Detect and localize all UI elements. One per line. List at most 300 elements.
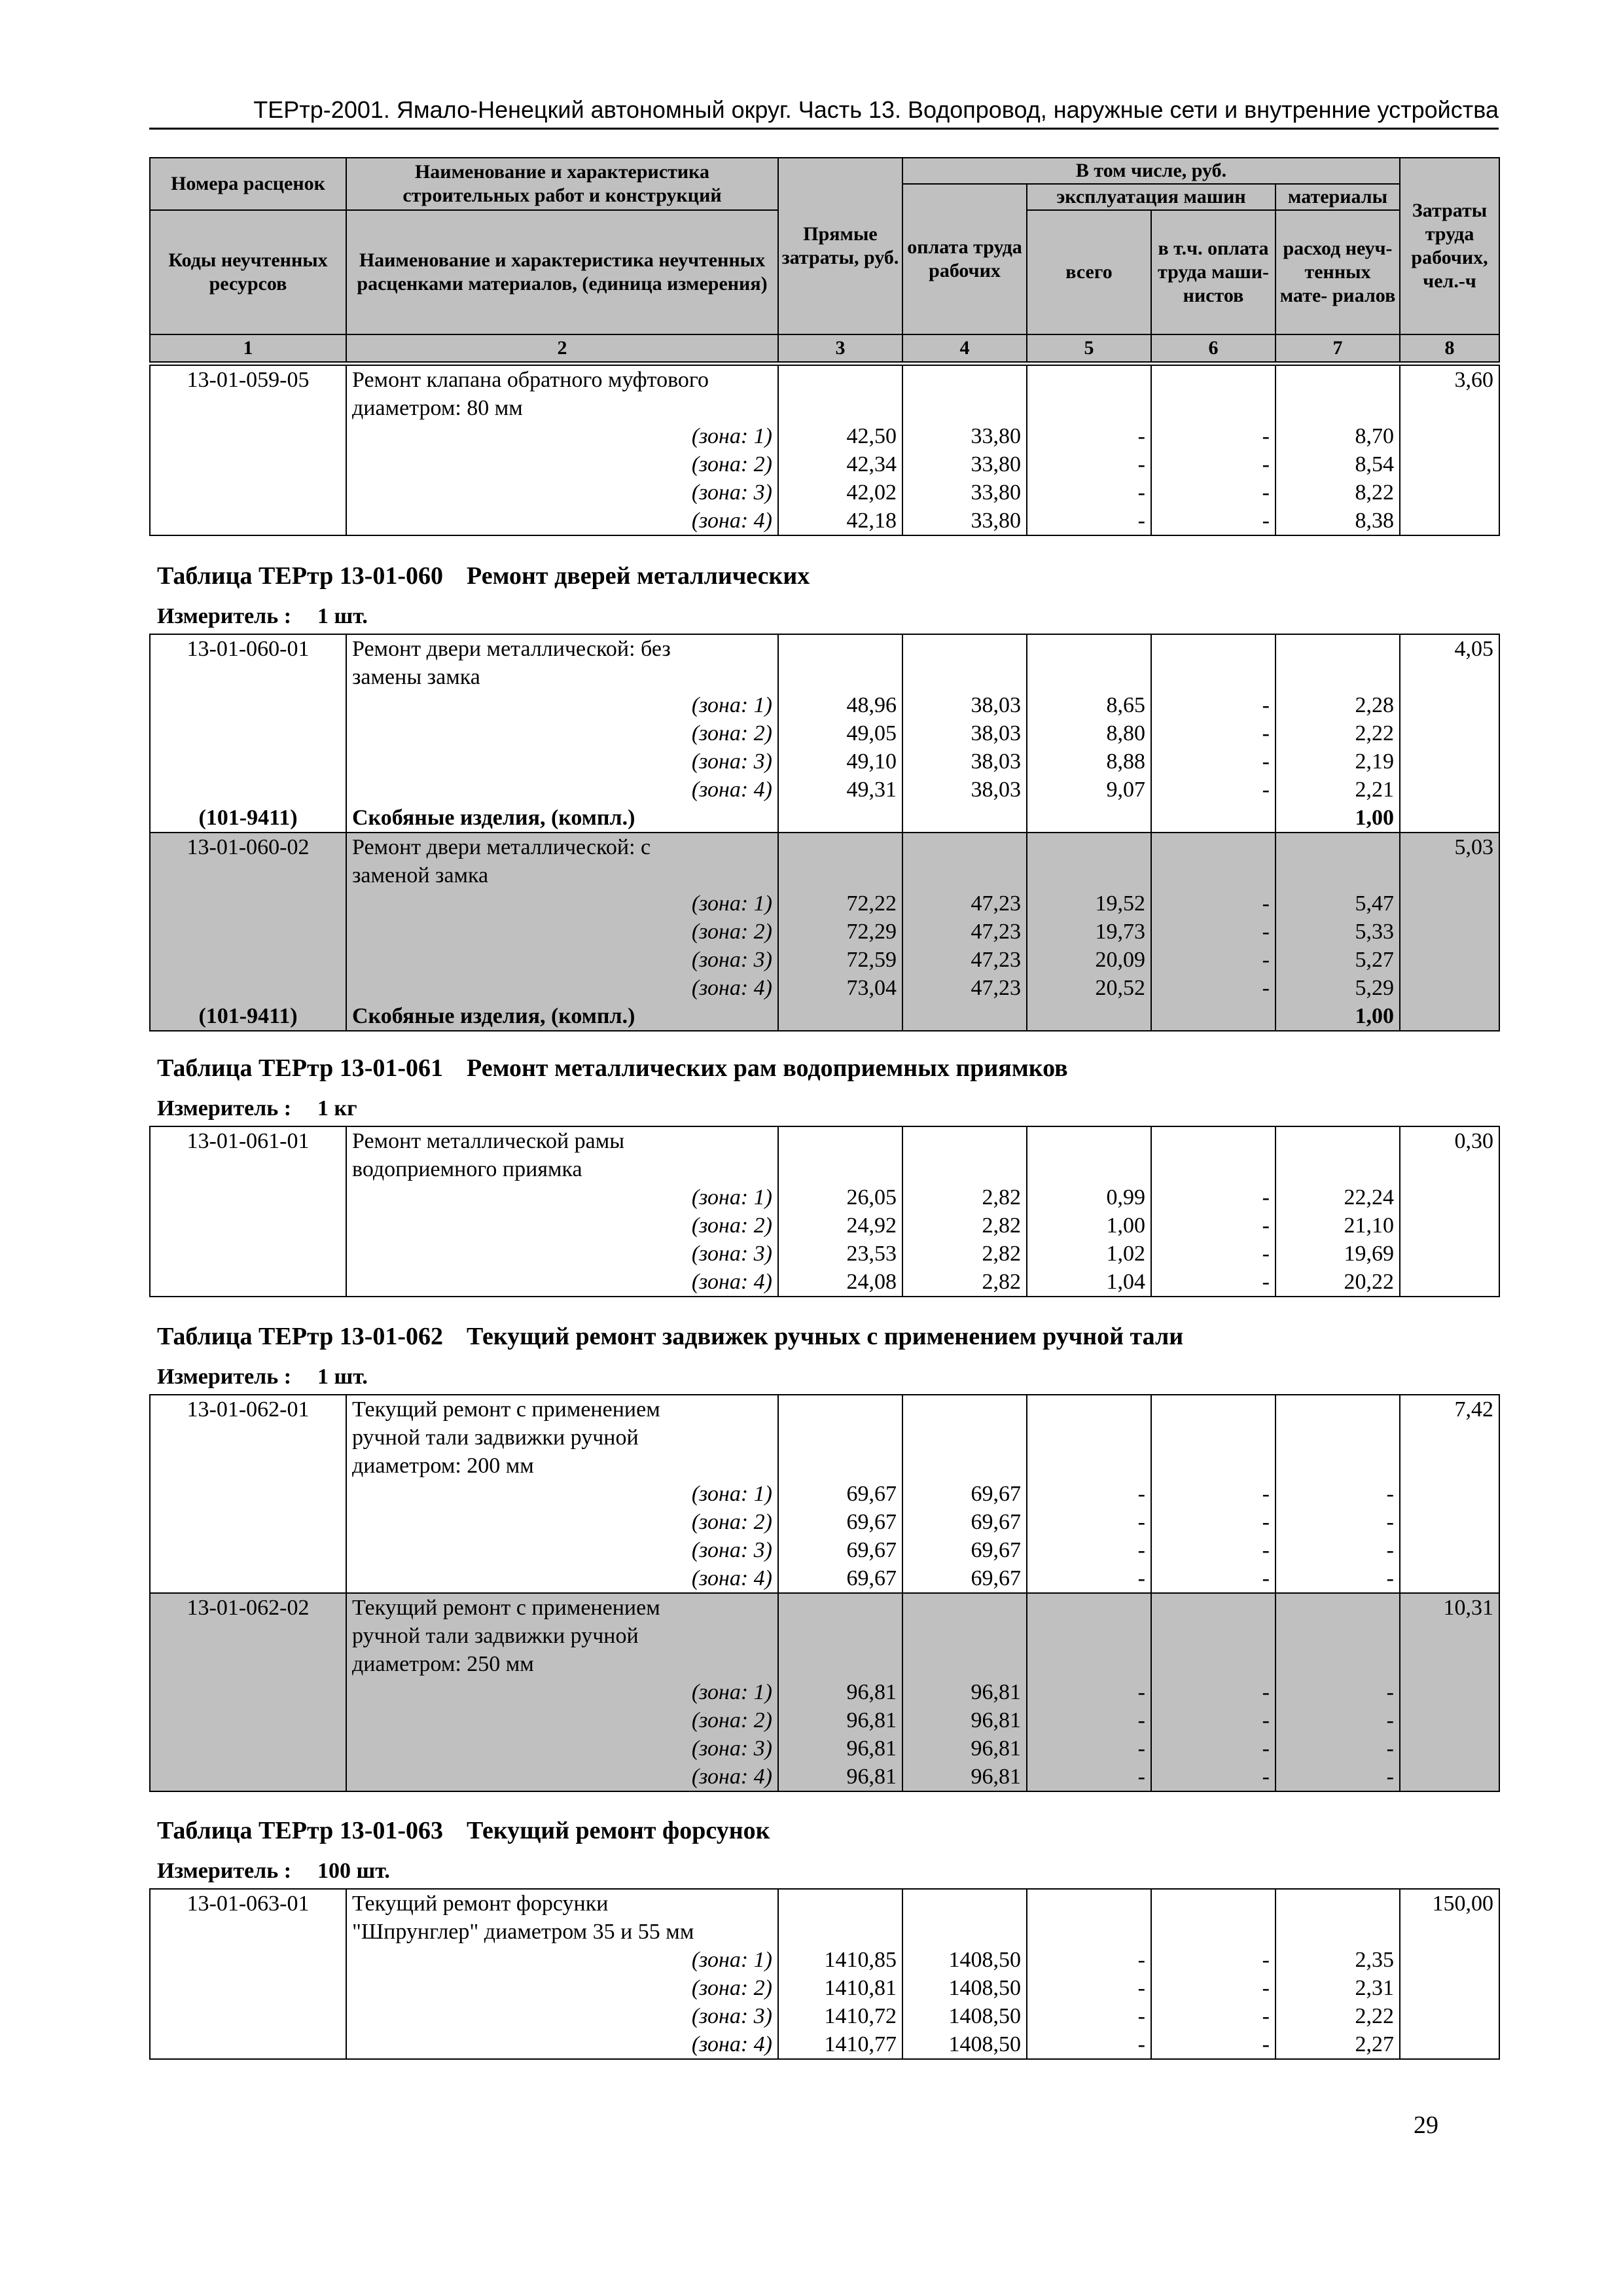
machine-cost: 20,09 [1027, 946, 1151, 974]
zone-label: (зона: 1) [346, 1946, 778, 1974]
worker-pay: 69,67 [902, 1480, 1027, 1508]
zone-label: (зона: 2) [346, 1706, 778, 1734]
table-title: Текущий ремонт форсунок [467, 1817, 770, 1844]
col-mach-pay-header: в т.ч. оплата труда маши- нистов [1151, 210, 1275, 334]
machinist-pay: - [1151, 2030, 1275, 2059]
machinist-pay: - [1151, 1974, 1275, 2002]
measure-label: Измеритель : [157, 1096, 292, 1121]
table-row [150, 1593, 1499, 1622]
zone-label: (зона: 3) [346, 1240, 778, 1268]
worker-pay: 1408,50 [902, 2002, 1027, 2030]
machinist-pay: - [1151, 1763, 1275, 1791]
zone-label: (зона: 1) [346, 422, 778, 450]
worker-pay: 69,67 [902, 1536, 1027, 1564]
direct-cost: 1410,72 [778, 2002, 902, 2030]
machinist-pay: - [1151, 946, 1275, 974]
table-title: Ремонт металлических рам водоприемных приямков [467, 1054, 1068, 1082]
materials-cost: 2,35 [1275, 1946, 1400, 1974]
zone-row [150, 691, 1499, 719]
zone-row [150, 478, 1499, 507]
machinist-pay: - [1151, 1508, 1275, 1536]
zone-row [150, 1946, 1499, 1974]
zone-row [150, 1564, 1499, 1593]
rate-name-cont: "Шпрунглер" диаметром 35 и 55 мм [346, 1918, 778, 1946]
machine-cost: - [1027, 422, 1151, 450]
materials-cost: 5,47 [1275, 889, 1400, 918]
direct-cost: 49,31 [778, 776, 902, 804]
rate-name-cont: заменой замка [346, 861, 778, 889]
zone-row [150, 747, 1499, 776]
zone-row [150, 1240, 1499, 1268]
direct-cost: 49,05 [778, 719, 902, 747]
rate-name: Ремонт двери металлической: с [346, 833, 778, 861]
zone-label: (зона: 1) [346, 1480, 778, 1508]
direct-cost: 72,29 [778, 918, 902, 946]
machine-cost: - [1027, 2002, 1151, 2030]
table-title: Текущий ремонт задвижек ручных с применением ручной тали [467, 1323, 1184, 1350]
measure-label: Измеритель : [157, 604, 292, 628]
zone-row [150, 974, 1499, 1002]
materials-cost: 2,31 [1275, 1974, 1400, 2002]
machinist-pay: - [1151, 776, 1275, 804]
worker-pay: 38,03 [902, 719, 1027, 747]
materials-cost: - [1275, 1678, 1400, 1706]
rate-name-cont: замены замка [346, 663, 778, 691]
measure-line-061 [157, 1096, 357, 1121]
zone-label: (зона: 1) [346, 889, 778, 918]
materials-cost: - [1275, 1734, 1400, 1763]
labor-value: 10,31 [1400, 1593, 1499, 1622]
machinist-pay: - [1151, 1536, 1275, 1564]
machine-cost: 1,02 [1027, 1240, 1151, 1268]
machinist-pay: - [1151, 918, 1275, 946]
zone-label: (зона: 1) [346, 691, 778, 719]
rate-name: Текущий ремонт с применением [346, 1395, 778, 1424]
zone-row [150, 1706, 1499, 1734]
zone-label: (зона: 3) [346, 478, 778, 507]
page-header: ТЕРтр-2001. Ямало-Ненецкий автономный округ. Часть 13. Водопровод, наружные сети и внутренние устройства [149, 94, 1499, 130]
machine-cost: 19,52 [1027, 889, 1151, 918]
zone-row [150, 2002, 1499, 2030]
measure-label: Измеритель : [157, 1859, 292, 1883]
direct-cost: 1410,85 [778, 1946, 902, 1974]
machinist-pay: - [1151, 1183, 1275, 1211]
worker-pay: 38,03 [902, 776, 1027, 804]
machinist-pay: - [1151, 719, 1275, 747]
materials-cost: 2,22 [1275, 719, 1400, 747]
direct-cost: 42,02 [778, 478, 902, 507]
worker-pay: 2,82 [902, 1268, 1027, 1297]
table-caption-063 [157, 1816, 770, 1845]
machine-cost: - [1027, 1706, 1151, 1734]
table-caption-060 [157, 562, 810, 590]
direct-cost: 42,34 [778, 450, 902, 478]
materials-cost: 20,22 [1275, 1268, 1400, 1297]
machine-cost: 0,99 [1027, 1183, 1151, 1211]
machinist-pay: - [1151, 1564, 1275, 1593]
machine-cost: 1,00 [1027, 1211, 1151, 1240]
direct-cost: 96,81 [778, 1763, 902, 1791]
machinist-pay: - [1151, 478, 1275, 507]
materials-cost: 19,69 [1275, 1240, 1400, 1268]
col-number: 2 [346, 334, 778, 362]
resource-code: (101-9411) [150, 1002, 346, 1031]
worker-pay: 47,23 [902, 889, 1027, 918]
machine-cost: - [1027, 2030, 1151, 2059]
table-caption-062 [157, 1322, 1183, 1351]
table-row [150, 1622, 1499, 1650]
worker-pay: 1408,50 [902, 2030, 1027, 2059]
materials-cost: 8,38 [1275, 507, 1400, 535]
worker-pay: 2,82 [902, 1183, 1027, 1211]
zone-label: (зона: 3) [346, 1734, 778, 1763]
measure-unit: 1 кг [317, 1096, 357, 1121]
materials-cost: - [1275, 1706, 1400, 1734]
worker-pay: 69,67 [902, 1564, 1027, 1593]
table-caption-061 [157, 1054, 1068, 1083]
machinist-pay: - [1151, 422, 1275, 450]
materials-cost: - [1275, 1508, 1400, 1536]
col-number: 6 [1151, 334, 1275, 362]
zone-row [150, 1183, 1499, 1211]
zone-row [150, 1480, 1499, 1508]
rate-table-062 [149, 1394, 1500, 1792]
zone-label: (зона: 1) [346, 1183, 778, 1211]
worker-pay: 33,80 [902, 422, 1027, 450]
table-row [150, 365, 1499, 394]
worker-pay: 96,81 [902, 1734, 1027, 1763]
direct-cost: 23,53 [778, 1240, 902, 1268]
zone-row [150, 918, 1499, 946]
col-number: 1 [150, 334, 346, 362]
col-number: 4 [902, 334, 1027, 362]
machinist-pay: - [1151, 974, 1275, 1002]
direct-cost: 69,67 [778, 1480, 902, 1508]
col-materials-header: материалы [1275, 184, 1400, 210]
machine-cost: - [1027, 1734, 1151, 1763]
zone-label: (зона: 2) [346, 1211, 778, 1240]
direct-cost: 72,22 [778, 889, 902, 918]
table-row [150, 833, 1499, 861]
machine-cost: - [1027, 450, 1151, 478]
materials-cost: 8,70 [1275, 422, 1400, 450]
zone-label: (зона: 3) [346, 2002, 778, 2030]
measure-unit: 100 шт. [317, 1859, 390, 1883]
col-direct-header: Прямые затраты, руб. [778, 158, 902, 334]
zone-row [150, 946, 1499, 974]
worker-pay: 96,81 [902, 1706, 1027, 1734]
materials-cost: - [1275, 1763, 1400, 1791]
table-title: Ремонт дверей металлических [467, 562, 810, 590]
materials-cost: - [1275, 1536, 1400, 1564]
table-row [150, 394, 1499, 422]
machine-cost: 20,52 [1027, 974, 1151, 1002]
machinist-pay: - [1151, 507, 1275, 535]
table-number: Таблица ТЕРтр 13-01-062 [157, 1323, 444, 1350]
measure-line-060 [157, 604, 368, 629]
worker-pay: 2,82 [902, 1240, 1027, 1268]
zone-row [150, 1508, 1499, 1536]
table-number: Таблица ТЕРтр 13-01-060 [157, 562, 444, 590]
worker-pay: 47,23 [902, 918, 1027, 946]
materials-cost: 21,10 [1275, 1211, 1400, 1240]
zone-row [150, 450, 1499, 478]
materials-cost: 5,27 [1275, 946, 1400, 974]
col-resource-codes-header: Коды неучтенных ресурсов [150, 210, 346, 334]
machinist-pay: - [1151, 747, 1275, 776]
direct-cost: 1410,81 [778, 1974, 902, 2002]
zone-row [150, 1678, 1499, 1706]
worker-pay: 96,81 [902, 1763, 1027, 1791]
rate-name: Ремонт клапана обратного муфтового [346, 365, 778, 394]
rate-table-059 [149, 365, 1500, 536]
zone-row [150, 422, 1499, 450]
zone-row [150, 889, 1499, 918]
direct-cost: 73,04 [778, 974, 902, 1002]
rate-name-cont: диаметром: 250 мм [346, 1650, 778, 1678]
materials-cost: - [1275, 1480, 1400, 1508]
materials-cost: 2,21 [1275, 776, 1400, 804]
direct-cost: 96,81 [778, 1706, 902, 1734]
zone-row [150, 2030, 1499, 2059]
table-row [150, 1126, 1499, 1155]
machinist-pay: - [1151, 1240, 1275, 1268]
worker-pay: 47,23 [902, 946, 1027, 974]
machine-cost: 19,73 [1027, 918, 1151, 946]
direct-cost: 24,08 [778, 1268, 902, 1297]
direct-cost: 69,67 [778, 1508, 902, 1536]
resource-name: Скобяные изделия, (компл.) [346, 804, 778, 833]
worker-pay: 38,03 [902, 691, 1027, 719]
zone-label: (зона: 2) [346, 1974, 778, 2002]
zone-label: (зона: 2) [346, 450, 778, 478]
materials-cost: 22,24 [1275, 1183, 1400, 1211]
measure-unit: 1 шт. [317, 1365, 368, 1389]
zone-label: (зона: 4) [346, 507, 778, 535]
rate-name: Ремонт двери металлической: без [346, 634, 778, 663]
zone-row [150, 1974, 1499, 2002]
zone-label: (зона: 4) [346, 1763, 778, 1791]
worker-pay: 47,23 [902, 974, 1027, 1002]
direct-cost: 69,67 [778, 1564, 902, 1593]
table-row [150, 1424, 1499, 1452]
rate-name: Текущий ремонт форсунки [346, 1889, 778, 1918]
col-group-header: В том числе, руб. [902, 158, 1400, 184]
zone-label: (зона: 2) [346, 918, 778, 946]
machine-cost: - [1027, 478, 1151, 507]
machine-cost: - [1027, 1480, 1151, 1508]
zone-row [150, 1268, 1499, 1297]
col-mach-total-header: всего [1027, 210, 1151, 334]
machine-cost: 9,07 [1027, 776, 1151, 804]
worker-pay: 33,80 [902, 478, 1027, 507]
materials-cost: 2,27 [1275, 2030, 1400, 2059]
machine-cost: - [1027, 1974, 1151, 2002]
machine-cost: - [1027, 507, 1151, 535]
rate-table-061 [149, 1126, 1500, 1297]
machine-cost: 1,04 [1027, 1268, 1151, 1297]
table-row [150, 1155, 1499, 1183]
column-header-table [149, 157, 1500, 363]
machine-cost: - [1027, 1763, 1151, 1791]
col-number: 5 [1027, 334, 1151, 362]
machinist-pay: - [1151, 889, 1275, 918]
col-labor-header: Затраты труда рабочих, чел.-ч [1400, 158, 1499, 334]
machinist-pay: - [1151, 691, 1275, 719]
zone-label: (зона: 1) [346, 1678, 778, 1706]
zone-label: (зона: 4) [346, 1564, 778, 1593]
zone-row [150, 776, 1499, 804]
zone-row [150, 719, 1499, 747]
zone-row [150, 507, 1499, 535]
zone-label: (зона: 3) [346, 747, 778, 776]
machine-cost: - [1027, 1678, 1151, 1706]
zone-label: (зона: 2) [346, 1508, 778, 1536]
machinist-pay: - [1151, 1946, 1275, 1974]
materials-cost: 2,22 [1275, 2002, 1400, 2030]
rate-code: 13-01-059-05 [150, 365, 346, 394]
direct-cost: 24,92 [778, 1211, 902, 1240]
rate-code: 13-01-061-01 [150, 1126, 346, 1155]
materials-cost: 5,33 [1275, 918, 1400, 946]
col-number: 8 [1400, 334, 1499, 362]
machine-cost: 8,65 [1027, 691, 1151, 719]
direct-cost: 1410,77 [778, 2030, 902, 2059]
direct-cost: 42,50 [778, 422, 902, 450]
table-row [150, 663, 1499, 691]
col-pay-header: оплата труда рабочих [902, 184, 1027, 334]
resource-row [150, 1002, 1499, 1031]
machine-cost: - [1027, 1536, 1151, 1564]
labor-value: 7,42 [1400, 1395, 1499, 1424]
col-codes-header: Номера расценок [150, 158, 346, 210]
zone-row [150, 1536, 1499, 1564]
resource-name: Скобяные изделия, (компл.) [346, 1002, 778, 1031]
measure-line-063 [157, 1859, 390, 1884]
table-number: Таблица ТЕРтр 13-01-063 [157, 1817, 444, 1844]
measure-line-062 [157, 1365, 368, 1390]
zone-label: (зона: 4) [346, 974, 778, 1002]
machinist-pay: - [1151, 1268, 1275, 1297]
table-number: Таблица ТЕРтр 13-01-061 [157, 1054, 444, 1082]
worker-pay: 33,80 [902, 450, 1027, 478]
direct-cost: 49,10 [778, 747, 902, 776]
rate-code: 13-01-062-02 [150, 1593, 346, 1622]
materials-cost: - [1275, 1564, 1400, 1593]
rate-name-cont: ручной тали задвижки ручной [346, 1622, 778, 1650]
direct-cost: 96,81 [778, 1734, 902, 1763]
labor-value: 4,05 [1400, 634, 1499, 663]
worker-pay: 96,81 [902, 1678, 1027, 1706]
worker-pay: 33,80 [902, 507, 1027, 535]
rate-name: Текущий ремонт с применением [346, 1593, 778, 1622]
rate-code: 13-01-062-01 [150, 1395, 346, 1424]
col-resource-names-header: Наименование и характеристика неучтенных расценками материалов, (единица измерения) [346, 210, 778, 334]
worker-pay: 2,82 [902, 1211, 1027, 1240]
table-row [150, 1452, 1499, 1480]
col-number: 3 [778, 334, 902, 362]
rate-name: Ремонт металлической рамы [346, 1126, 778, 1155]
direct-cost: 42,18 [778, 507, 902, 535]
rate-name-cont: диаметром: 200 мм [346, 1452, 778, 1480]
zone-row [150, 1763, 1499, 1791]
zone-label: (зона: 4) [346, 776, 778, 804]
materials-cost: 2,28 [1275, 691, 1400, 719]
machinist-pay: - [1151, 450, 1275, 478]
table-row [150, 1889, 1499, 1918]
direct-cost: 69,67 [778, 1536, 902, 1564]
labor-value: 5,03 [1400, 833, 1499, 861]
labor-value: 3,60 [1400, 365, 1499, 394]
machinist-pay: - [1151, 1211, 1275, 1240]
machine-cost: - [1027, 1508, 1151, 1536]
machine-cost: - [1027, 1946, 1151, 1974]
materials-cost: 8,54 [1275, 450, 1400, 478]
labor-value: 0,30 [1400, 1126, 1499, 1155]
materials-cost: 5,29 [1275, 974, 1400, 1002]
resource-row [150, 804, 1499, 833]
col-number: 7 [1275, 334, 1400, 362]
zone-label: (зона: 4) [346, 1268, 778, 1297]
direct-cost: 26,05 [778, 1183, 902, 1211]
worker-pay: 1408,50 [902, 1946, 1027, 1974]
table-row [150, 634, 1499, 663]
table-row [150, 861, 1499, 889]
direct-cost: 96,81 [778, 1678, 902, 1706]
resource-qty: 1,00 [1275, 1002, 1400, 1031]
direct-cost: 72,59 [778, 946, 902, 974]
materials-cost: 8,22 [1275, 478, 1400, 507]
machine-cost: 8,80 [1027, 719, 1151, 747]
resource-qty: 1,00 [1275, 804, 1400, 833]
zone-label: (зона: 3) [346, 1536, 778, 1564]
rate-code: 13-01-063-01 [150, 1889, 346, 1918]
machinist-pay: - [1151, 1480, 1275, 1508]
machinist-pay: - [1151, 2002, 1275, 2030]
labor-value: 150,00 [1400, 1889, 1499, 1918]
rate-code: 13-01-060-01 [150, 634, 346, 663]
resource-code: (101-9411) [150, 804, 346, 833]
rate-name-cont: водоприемного приямка [346, 1155, 778, 1183]
materials-cost: 2,19 [1275, 747, 1400, 776]
table-row [150, 1918, 1499, 1946]
machine-cost: - [1027, 1564, 1151, 1593]
rate-table-060 [149, 634, 1500, 1031]
rate-name-cont: диаметром: 80 мм [346, 394, 778, 422]
zone-label: (зона: 4) [346, 2030, 778, 2059]
measure-unit: 1 шт. [317, 604, 368, 628]
worker-pay: 1408,50 [902, 1974, 1027, 2002]
table-row [150, 1395, 1499, 1424]
machine-cost: 8,88 [1027, 747, 1151, 776]
measure-label: Измеритель : [157, 1365, 292, 1389]
zone-row [150, 1211, 1499, 1240]
zone-label: (зона: 3) [346, 946, 778, 974]
machinist-pay: - [1151, 1706, 1275, 1734]
page-number: 29 [1414, 2111, 1438, 2139]
table-row [150, 1650, 1499, 1678]
worker-pay: 38,03 [902, 747, 1027, 776]
worker-pay: 69,67 [902, 1508, 1027, 1536]
col-name-header: Наименование и характеристика строительных работ и конструкций [346, 158, 778, 210]
col-mat-consumption-header: расход неуч- тенных мате- риалов [1275, 210, 1400, 334]
rate-code: 13-01-060-02 [150, 833, 346, 861]
zone-label: (зона: 2) [346, 719, 778, 747]
zone-row [150, 1734, 1499, 1763]
direct-cost: 48,96 [778, 691, 902, 719]
col-machines-header: эксплуатация машин [1027, 184, 1275, 210]
rate-table-063 [149, 1888, 1500, 2060]
